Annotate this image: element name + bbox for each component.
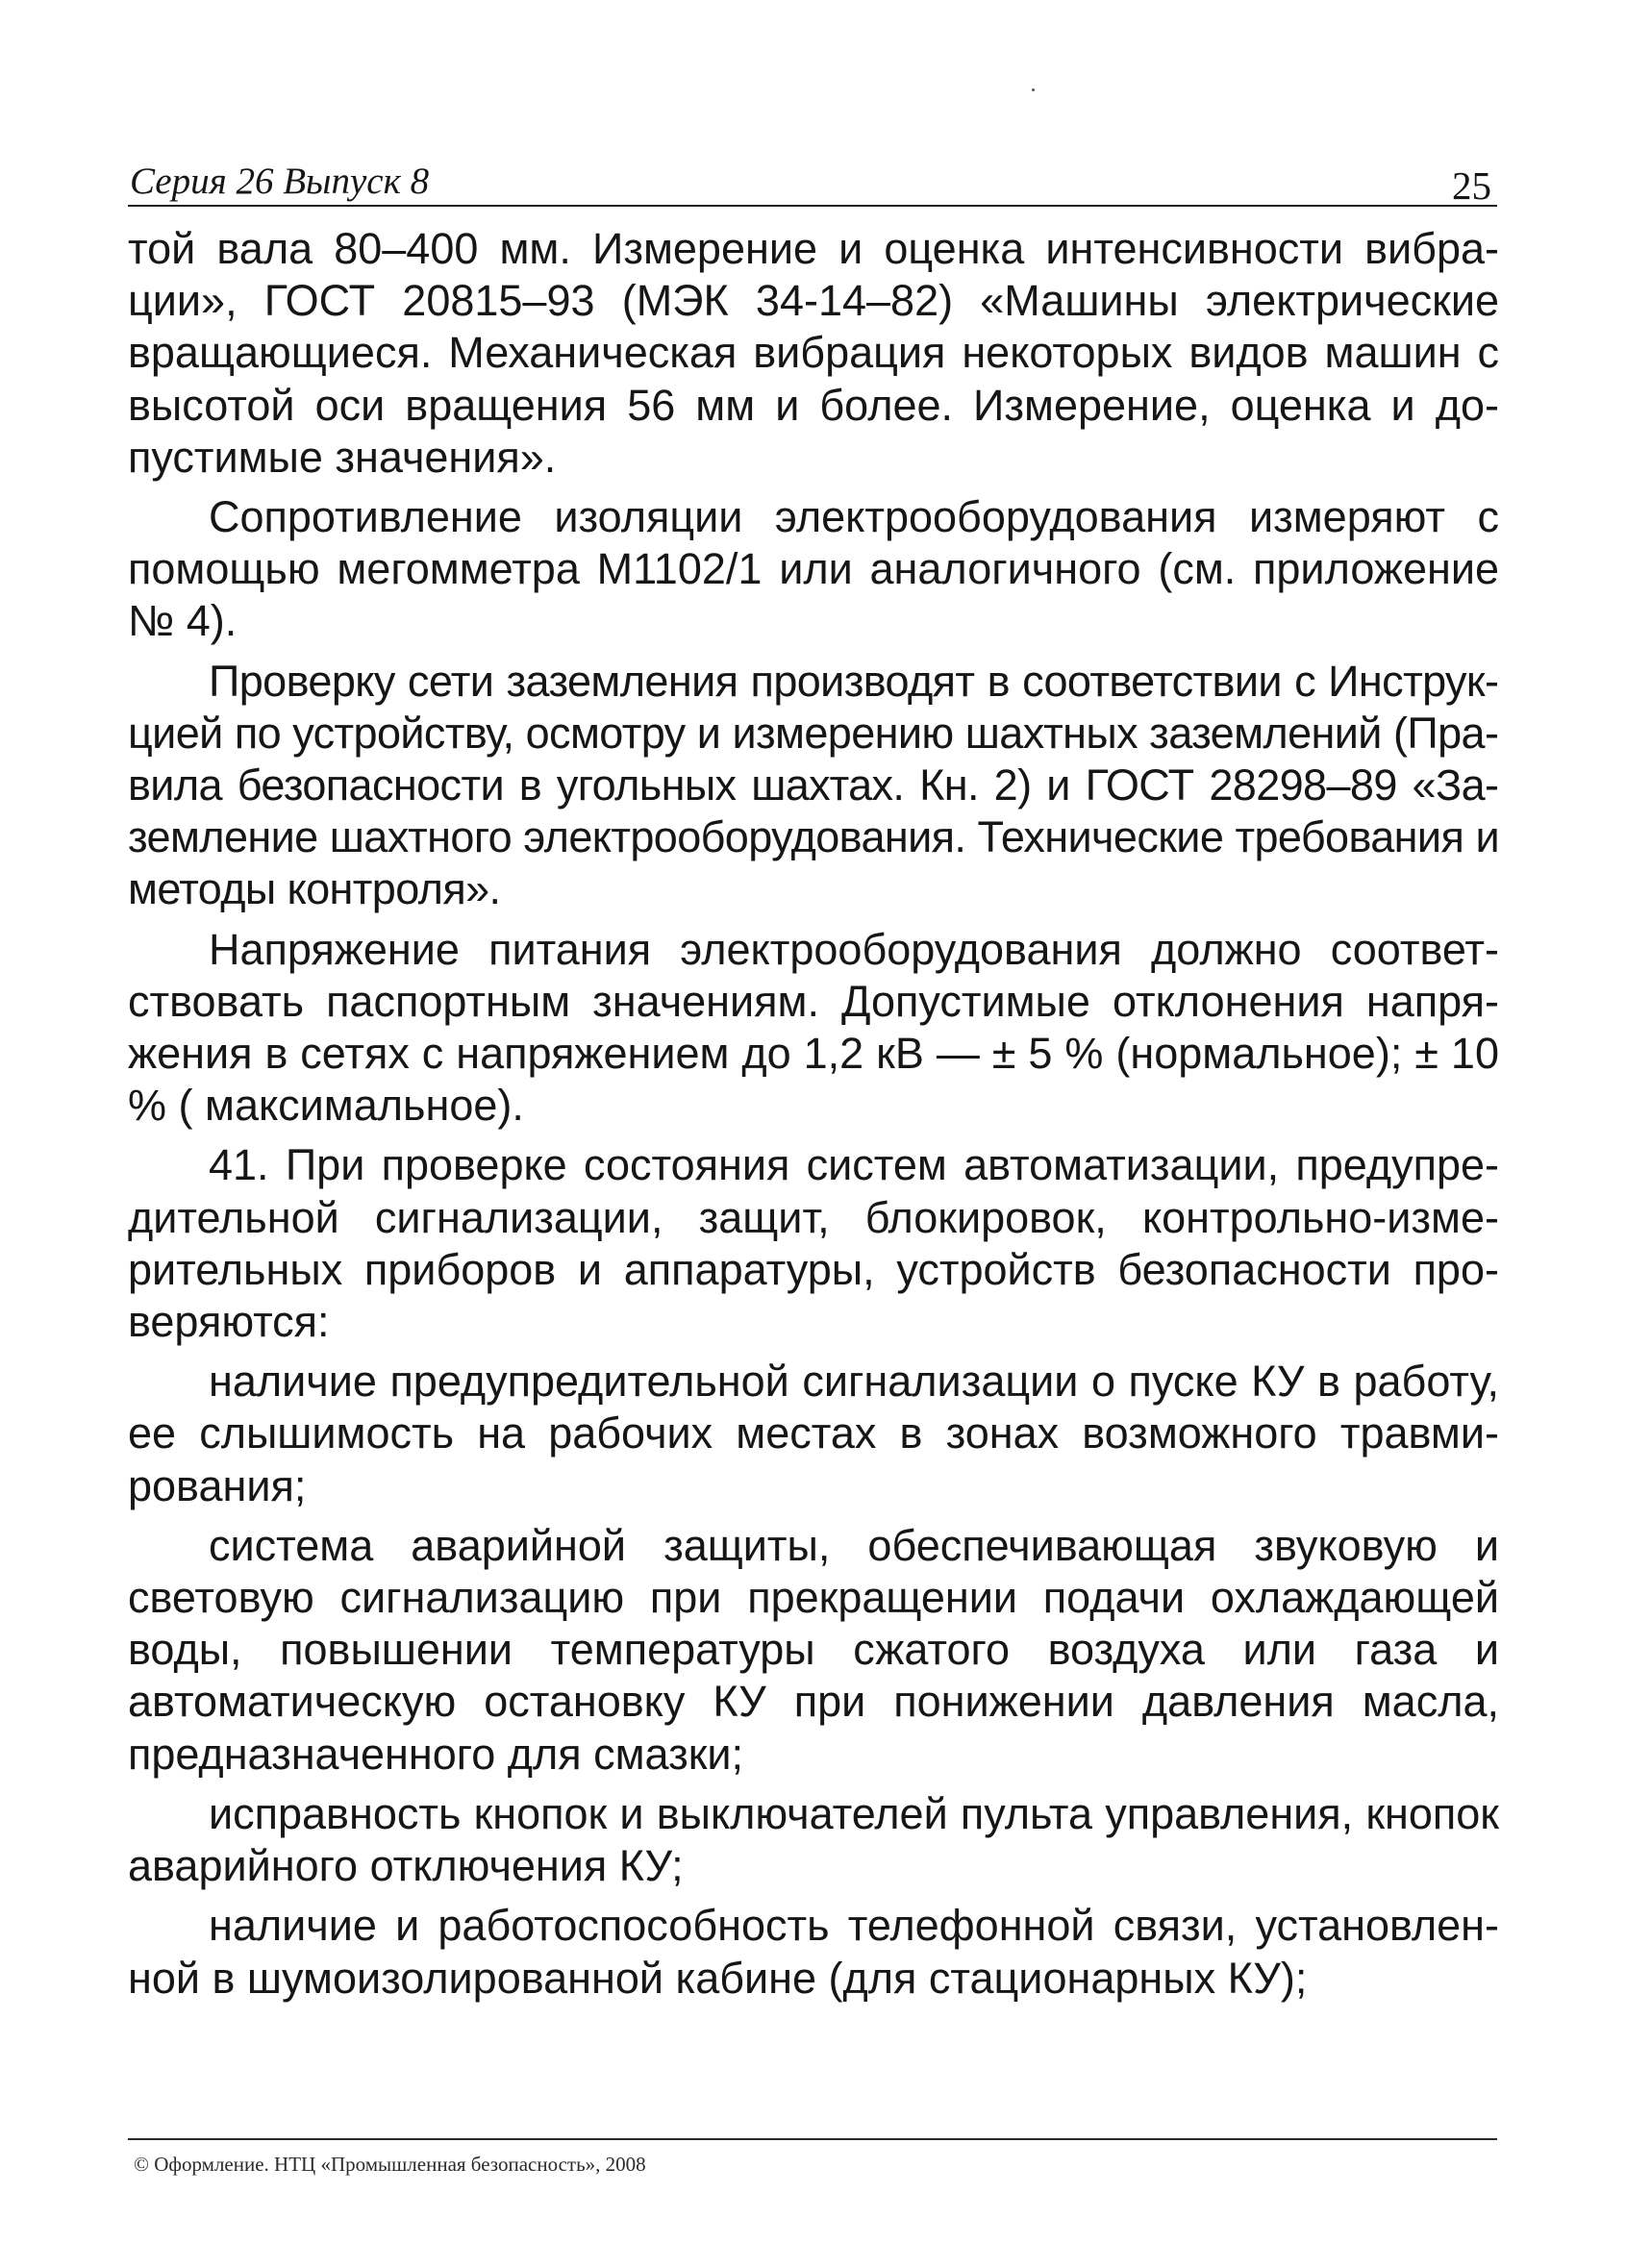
paragraph-item-41: 41. При проверке состояния систем автоматизации, предупредительной сигнализации, защит, блокировок, контрольно-измерительных приборов и аппаратуры, устройств безопасности проверяются: [128, 1140, 1499, 1347]
paragraph-vibration-standards: той вала 80–400 мм. Измерение и оценка интенсивности вибрации», ГОСТ 20815–93 (МЭК 34-14–82) «Машины электрические вращающиеся. Механическая вибрация некоторых видов машин с высотой оси вращения 56 мм и более. Измерение, оценка и допустимые значения». [128, 224, 1499, 482]
body-text [128, 223, 1499, 2012]
paragraph-grounding-check: Проверку сети заземления производят в соответствии с Инструкцией по устройству, осмотру и измерению шахтных заземлений (Правила безопасности в угольных шахтах. Кн. 2) и ГОСТ 28298–89 «Заземление шахтного электрооборудования. Технические требования и методы контроля». [128, 656, 1499, 914]
footer-copyright: © Оформление. НТЦ «Промышленная безопасность», 2008 [134, 2153, 646, 2176]
list-item-control-buttons: исправность кнопок и выключателей пульта управления, кнопок аварийного отключения КУ; [128, 1788, 1499, 1891]
paragraph-supply-voltage: Напряжение питания электрооборудования должно соответствовать паспортным значениям. Допустимые отклонения напряжения в сетях с напряжением до 1,2 кВ — ± 5 % (нормальное); ± 10 % ( максимальное). [128, 924, 1499, 1131]
footer-divider [128, 2138, 1497, 2140]
page-number: 25 [1452, 163, 1491, 208]
list-item-emergency-protection: система аварийной защиты, обеспечивающая звуковую и световую сигнализацию при прекращении подачи охлаждающей воды, повышении температуры сжатого воздуха или газа и автоматическую остановку КУ при понижении давления масла, предназначенного для смазки; [128, 1520, 1499, 1779]
list-item-warning-signal: наличие предупредительной сигнализации о пуске КУ в работу, ее слышимость на рабочих местах в зонах возможного травмирования; [128, 1357, 1499, 1510]
scan-speck [1032, 88, 1035, 91]
paragraph-insulation-resistance: Сопротивление изоляции электрооборудования измеряют с помощью мегомметра М1102/1 или аналогичного (см. приложение № 4). [128, 492, 1499, 646]
list-item-telephone-link: наличие и работоспособность телефонной связи, установленной в шумоизолированной кабине (для стационарных КУ); [128, 1901, 1499, 2003]
series-title: Серия 26 Выпуск 8 [130, 161, 430, 202]
running-header [128, 157, 1497, 207]
